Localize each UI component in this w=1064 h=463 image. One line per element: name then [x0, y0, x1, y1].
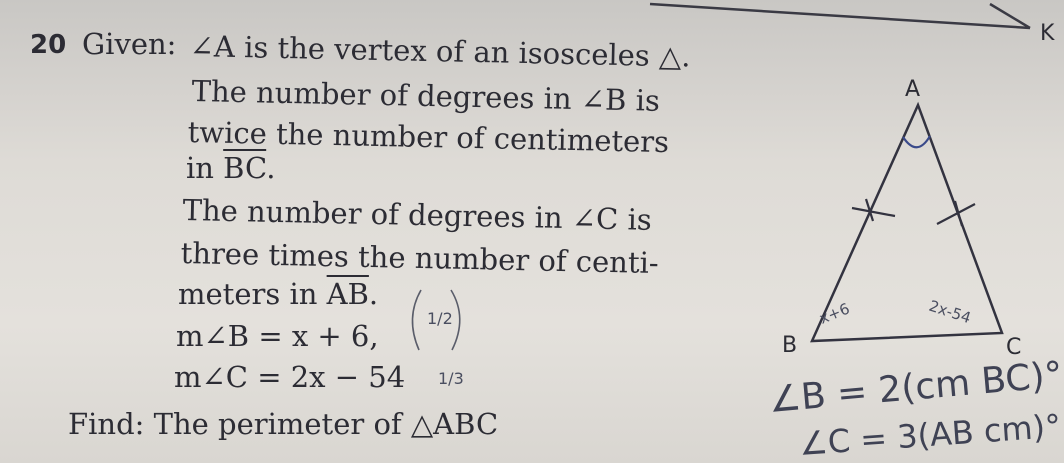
given-line-6: three times the number of centi-: [180, 236, 659, 281]
equation-angle-c: m∠C = 2x − 54: [174, 360, 406, 394]
given-line-2: The number of degrees in ∠B is: [191, 74, 661, 118]
given-line-3: twice the number of centimeters: [187, 115, 670, 160]
tick-mark-ac: [937, 201, 975, 226]
pencil-note-b: x+6: [816, 299, 853, 328]
given-line-7-suffix: .: [368, 277, 379, 311]
pencil-frac-1: 1/2: [427, 309, 453, 328]
problem-number: 20: [30, 30, 67, 60]
given-line-4-prefix: in: [186, 151, 224, 185]
label-c: C: [1006, 335, 1022, 360]
given-label: Given:: [82, 27, 177, 61]
given-line-4: [186, 151, 276, 185]
previous-figure-line: [650, 4, 1030, 28]
equation-angle-b: m∠B = x + 6,: [176, 319, 379, 353]
pencil-line-2: ∠C = 3(AB cm)°: [797, 406, 1063, 463]
label-b: B: [782, 333, 798, 358]
pencil-line-1: ∠B = 2(cm BC)°: [767, 354, 1064, 421]
find-line: Find: The perimeter of △ABC: [68, 407, 499, 441]
given-line-7-prefix: meters in: [178, 277, 327, 311]
segment-bc: $\overline{BC}$: [223, 151, 267, 185]
previous-figure-line-2: [990, 4, 1030, 28]
pencil-frac-2: 1/3: [438, 369, 464, 388]
pencil-note-c: 2x-54: [926, 296, 974, 328]
given-line-5: The number of degrees in ∠C is: [182, 193, 653, 237]
segment-ab: $\overline{AB}$: [326, 277, 369, 311]
given-line-4-suffix: .: [266, 151, 276, 185]
label-a: A: [905, 77, 921, 102]
given-line-7: [178, 277, 379, 311]
pencil-bracket-left: [412, 290, 421, 350]
label-k: K: [1040, 21, 1055, 46]
given-line-1: ∠A is the vertex of an isosceles △.: [189, 29, 691, 74]
angle-a-arc: [903, 136, 930, 147]
